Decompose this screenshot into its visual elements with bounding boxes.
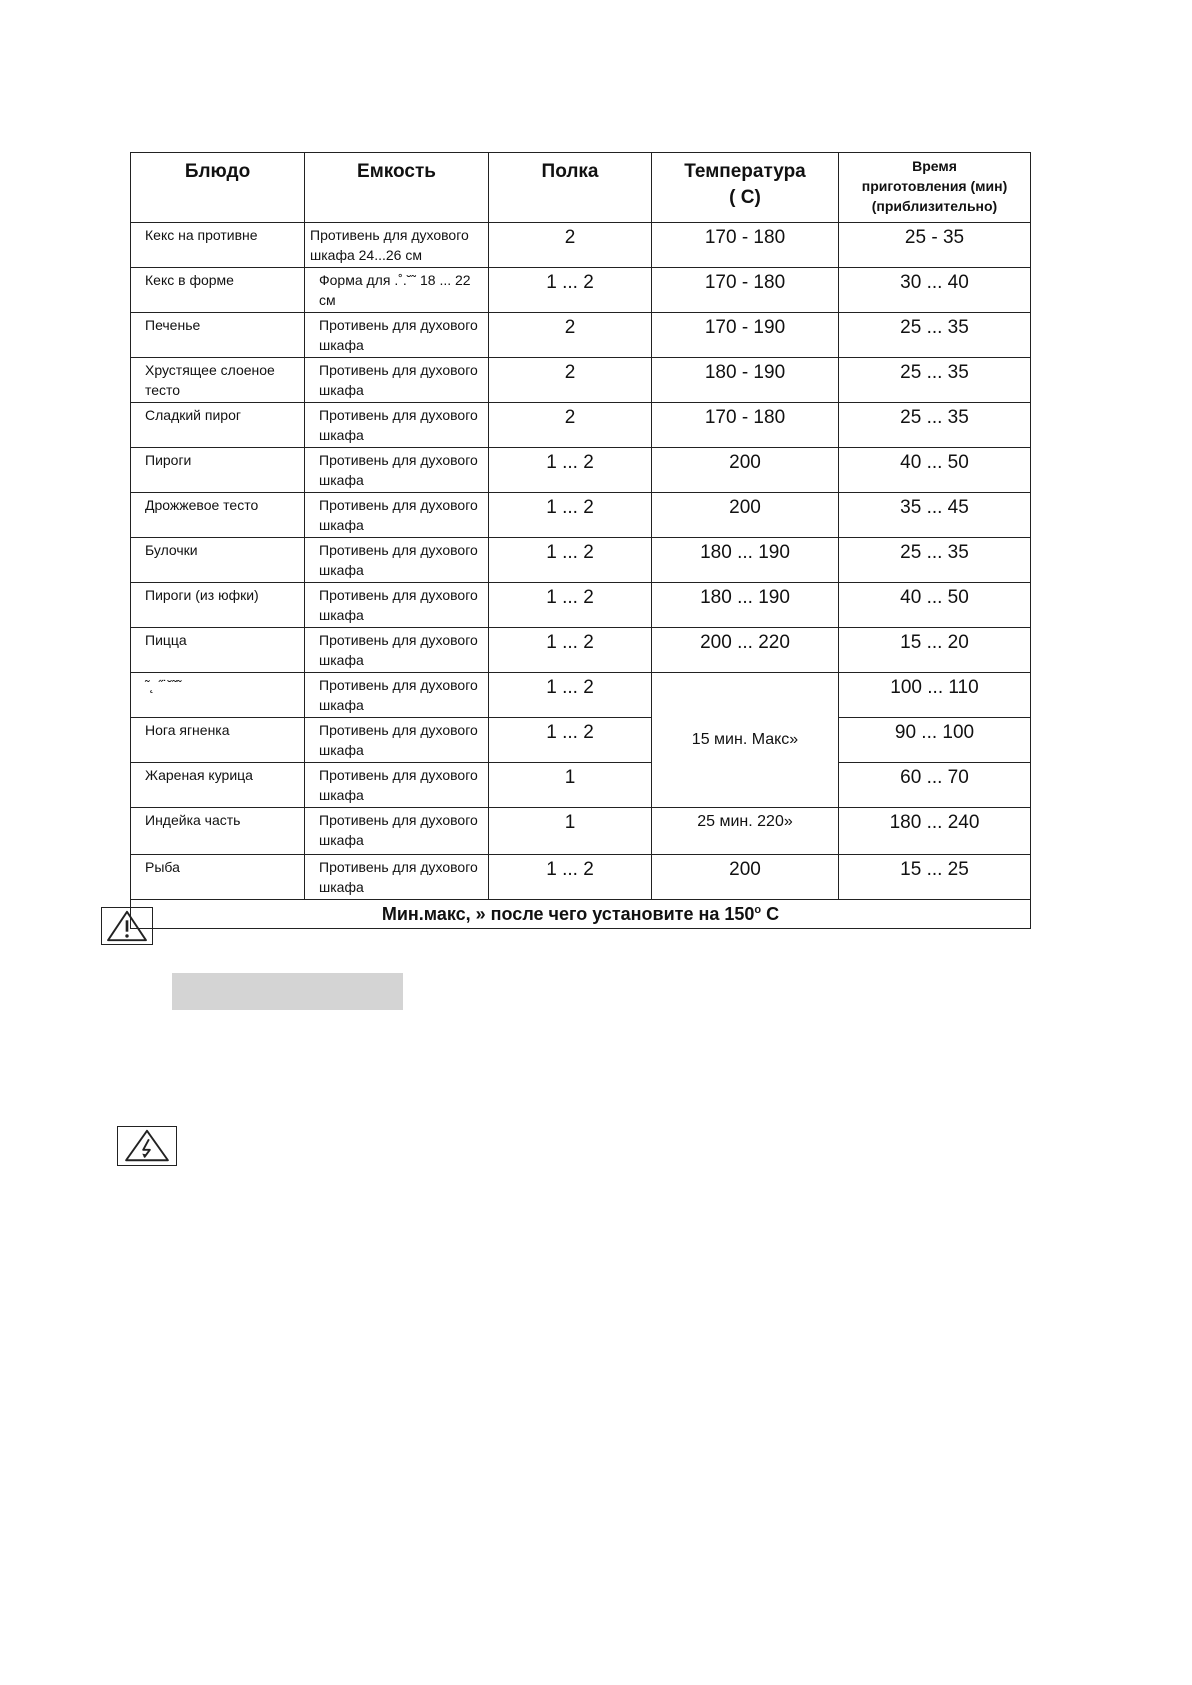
shelf-cell: 1 ... 2 (489, 583, 652, 628)
table-footer-row (131, 900, 1031, 929)
shelf-cell: 2 (489, 313, 652, 358)
dish-cell: Сладкий пирог (131, 403, 305, 448)
container-cell: Противень для духового шкафа (305, 538, 489, 583)
shelf-cell: 2 (489, 403, 652, 448)
time-cell: 15 ... 20 (839, 628, 1031, 673)
temperature-cell: 180 - 190 (652, 358, 839, 403)
header-temperature (652, 153, 839, 223)
dish-cell: Жареная курица (131, 763, 305, 808)
time-cell: 25 - 35 (839, 223, 1031, 268)
merged-temperature-cell: 15 мин. Макс» (652, 673, 839, 808)
container-cell: Противень для духового шкафа (305, 358, 489, 403)
shelf-cell: 2 (489, 358, 652, 403)
table-row (131, 223, 1031, 268)
container-cell: Противень для духового шкафа (305, 628, 489, 673)
container-cell: Противень для духового шкафа 24...26 см (305, 223, 489, 268)
dish-cell: Кекс на противне (131, 223, 305, 268)
table-row (131, 493, 1031, 538)
header-time (839, 153, 1031, 223)
shelf-cell: 1 ... 2 (489, 855, 652, 900)
header-temperature-line1: Температура (684, 161, 806, 182)
dish-cell: ˜˛ ˝˙˘˜˜ (131, 673, 305, 718)
time-cell: 180 ... 240 (839, 808, 1031, 855)
dish-cell: Нога ягненка (131, 718, 305, 763)
shelf-cell: 1 ... 2 (489, 718, 652, 763)
dish-cell: Индейка часть (131, 808, 305, 855)
table-row (131, 268, 1031, 313)
dish-cell: Хрустящее слоеное тесто (131, 358, 305, 403)
degree-mark: о (754, 903, 762, 916)
time-cell: 40 ... 50 (839, 448, 1031, 493)
time-cell: 25 ... 35 (839, 538, 1031, 583)
temperature-cell: 200 (652, 855, 839, 900)
time-cell: 25 ... 35 (839, 313, 1031, 358)
table-row (131, 628, 1031, 673)
dish-cell: Кекс в форме (131, 268, 305, 313)
time-cell: 60 ... 70 (839, 763, 1031, 808)
dish-cell: Дрожжевое тесто (131, 493, 305, 538)
container-cell: Противень для духового шкафа (305, 583, 489, 628)
time-cell: 30 ... 40 (839, 268, 1031, 313)
header-time-line3: (приблизительно) (871, 198, 998, 214)
container-cell: Противень для духового шкафа (305, 403, 489, 448)
dish-cell: Булочки (131, 538, 305, 583)
temperature-cell: 170 - 180 (652, 223, 839, 268)
shelf-cell: 1 (489, 808, 652, 855)
container-cell: Противень для духового шкафа (305, 493, 489, 538)
header-time-line2: приготовления (мин) (861, 178, 1008, 194)
header-container: Емкость (305, 153, 489, 223)
shelf-cell: 1 ... 2 (489, 448, 652, 493)
table-row (131, 583, 1031, 628)
container-cell: Форма для .˚.˘˜ 18 ... 22 см (305, 268, 489, 313)
container-cell: Противень для духового шкафа (305, 448, 489, 493)
container-cell: Противень для духового шкафа (305, 855, 489, 900)
cooking-table (130, 152, 1031, 929)
container-cell: Противень для духового шкафа (305, 808, 489, 855)
dish-cell: Пироги (из юфки) (131, 583, 305, 628)
table-row (131, 538, 1031, 583)
container-cell: Противень для духового шкафа (305, 763, 489, 808)
table-row (131, 808, 1031, 855)
shelf-cell: 2 (489, 223, 652, 268)
warning-triangle-icon (101, 907, 153, 945)
dish-cell: Пироги (131, 448, 305, 493)
temperature-cell: 200 (652, 448, 839, 493)
warning-triangle-icon-graphic (102, 908, 152, 944)
footer-text: Мин.макс, » после чего установите на 150 (381, 903, 755, 924)
time-cell: 90 ... 100 (839, 718, 1031, 763)
temperature-cell: 200 (652, 493, 839, 538)
dish-cell: Пицца (131, 628, 305, 673)
shelf-cell: 1 ... 2 (489, 538, 652, 583)
header-temperature-line2: ( С) (729, 187, 761, 208)
table-row (131, 313, 1031, 358)
shelf-cell: 1 (489, 763, 652, 808)
time-cell: 25 ... 35 (839, 403, 1031, 448)
high-voltage-icon (117, 1126, 177, 1166)
table-row (131, 718, 1031, 763)
high-voltage-icon-graphic (118, 1127, 176, 1165)
temperature-cell: 200 ... 220 (652, 628, 839, 673)
header-shelf: Полка (489, 153, 652, 223)
table-row (131, 358, 1031, 403)
temperature-cell: 170 - 180 (652, 268, 839, 313)
time-cell: 15 ... 25 (839, 855, 1031, 900)
temperature-cell: 180 ... 190 (652, 583, 839, 628)
footer-note (131, 900, 1031, 929)
time-cell: 35 ... 45 (839, 493, 1031, 538)
temperature-cell: 170 - 190 (652, 313, 839, 358)
table-row (131, 403, 1031, 448)
shelf-cell: 1 ... 2 (489, 493, 652, 538)
time-cell: 25 ... 35 (839, 358, 1031, 403)
container-cell: Противень для духового шкафа (305, 718, 489, 763)
shelf-cell: 1 ... 2 (489, 628, 652, 673)
header-dish: Блюдо (131, 153, 305, 223)
temperature-cell: 170 - 180 (652, 403, 839, 448)
gray-highlight-bar (172, 973, 403, 1010)
time-cell: 40 ... 50 (839, 583, 1031, 628)
dish-cell: Рыба (131, 855, 305, 900)
time-cell: 100 ... 110 (839, 673, 1031, 718)
table-header-row (131, 153, 1031, 223)
shelf-cell: 1 ... 2 (489, 268, 652, 313)
header-time-line1: Время (912, 158, 957, 174)
container-cell: Противень для духового шкафа (305, 673, 489, 718)
shelf-cell: 1 ... 2 (489, 673, 652, 718)
dish-cell: Печенье (131, 313, 305, 358)
temperature-cell: 25 мин. 220» (652, 808, 839, 855)
temperature-cell: 180 ... 190 (652, 538, 839, 583)
footer-unit: С (761, 903, 780, 924)
table-row (131, 673, 1031, 718)
table-row (131, 448, 1031, 493)
table-row (131, 763, 1031, 808)
table-row (131, 855, 1031, 900)
container-cell: Противень для духового шкафа (305, 313, 489, 358)
